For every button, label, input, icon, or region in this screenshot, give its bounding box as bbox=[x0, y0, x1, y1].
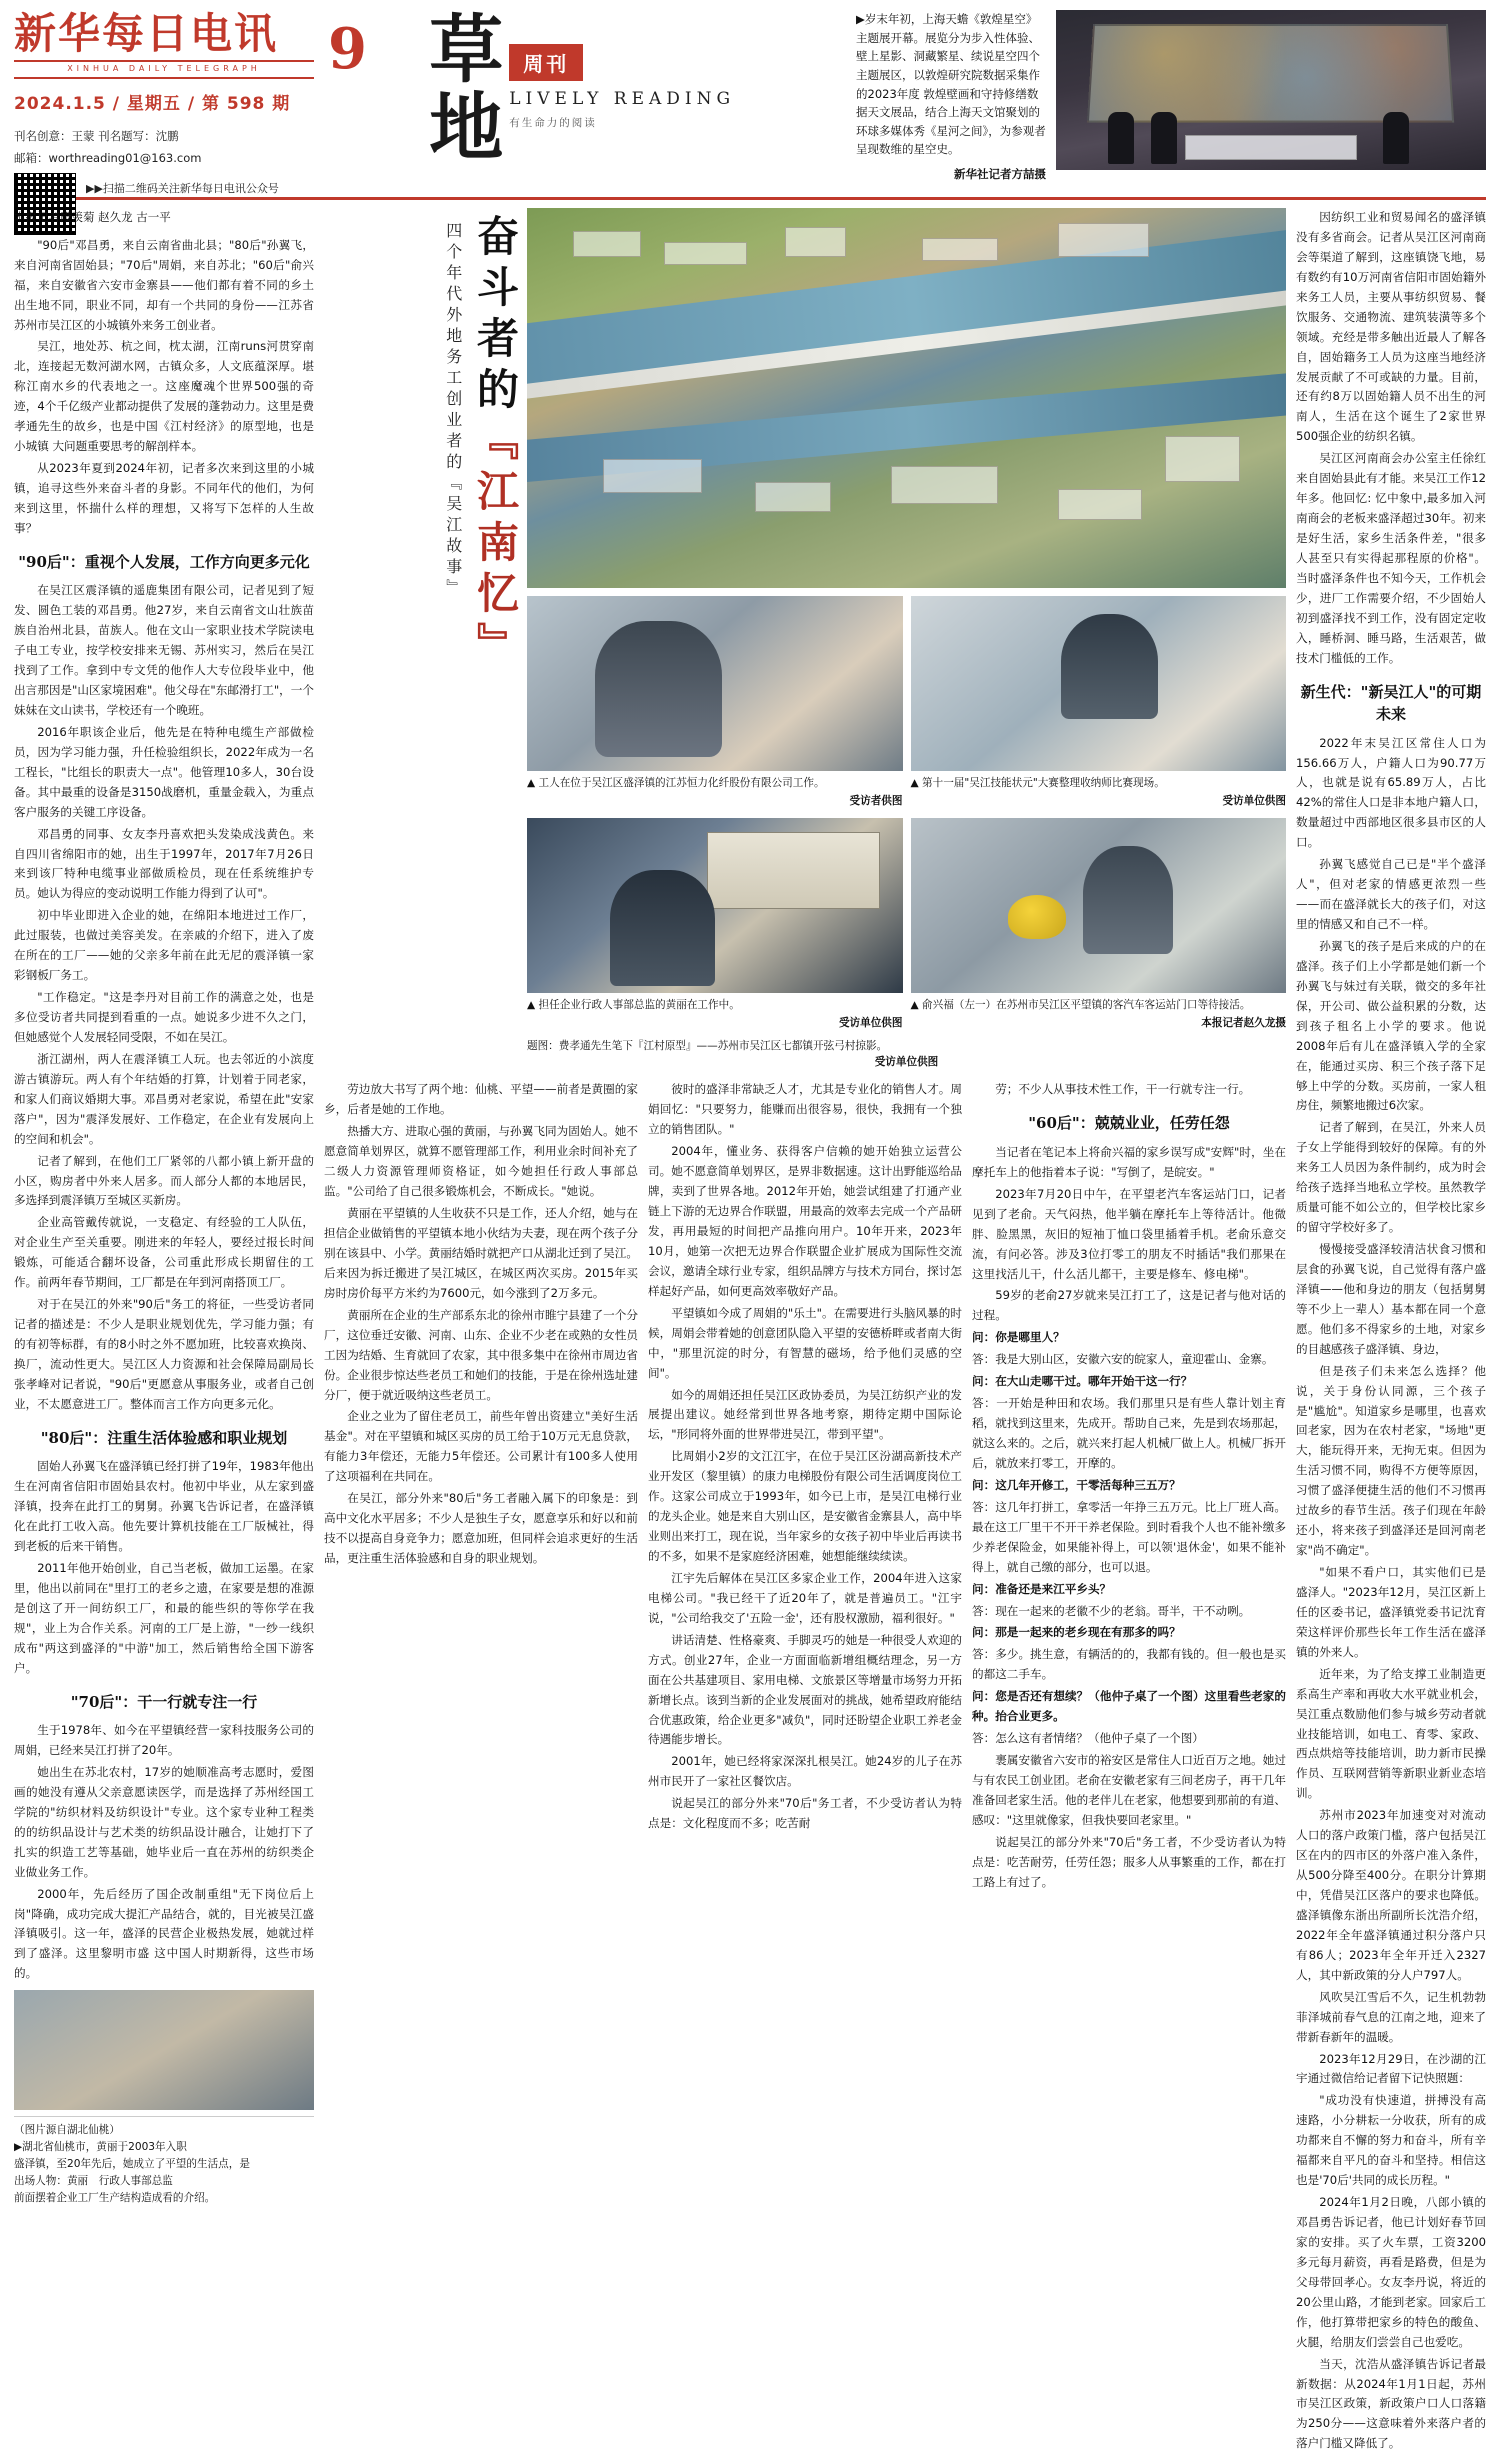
masthead-caption-text: ▶岁末年初，上海天蟾《敦煌星空》主题展开幕。展览分为步入性体验、壁上星影、洞藏繁星、续说星空四个主题展区，以敦煌研究院数据采集作的2023年度 敦煌壁画和守持修缮数据天文展品，结合上海天文馆聚划的环球多媒体秀《星河之间》，为参观者呈现数维的星空史。 bbox=[856, 12, 1046, 157]
middle-text-columns bbox=[324, 1080, 1286, 1894]
section-heading-60s: "60后"：兢兢业业，任劳任怨 bbox=[1028, 1114, 1230, 1133]
paragraph: 当天，沈浩从盛泽镇告诉记者最新数据：从2024年1月1日起，苏州市吴江区政策，新政策户口人口落籍为250分——这意味着外来落户者的落户门槛又降低了。 bbox=[1296, 2356, 1486, 2451]
brand-title: 草地 bbox=[417, 10, 504, 166]
paragraph: 2022年末吴江区常住人口为156.66万人，户籍人口为90.77万人，也就是说有65.89万人，占比42%的常住人口是非本地户籍人口，数量超过中西部地区很多县市区的人口。 bbox=[1296, 735, 1486, 850]
photo-item bbox=[527, 818, 903, 1032]
byline: 本报记者段羡菊 赵久龙 古一平 bbox=[14, 210, 171, 224]
paragraph: 说起吴江的部分外来"70后"务工者，不少受访者认为特点是：吃苦耐劳，任劳任怨；服多人从事繁重的工作，都在打工路上有过了。 bbox=[972, 1834, 1286, 1889]
hero-title-wrap bbox=[324, 208, 519, 1070]
paper-pinyin: XINHUA DAILY TELEGRAPH bbox=[14, 62, 314, 79]
masthead-left bbox=[14, 10, 314, 235]
caption-text: ▲ 工人在位于吴江区盛泽镇的江苏恒力化纤股份有限公司工作。 bbox=[527, 777, 825, 789]
paragraph: 劳边放大书写了两个地：仙桃、平望——前者是黄圈的家乡，后者是她的工作地。 bbox=[324, 1082, 638, 1117]
paragraph: 江宇先后解体在吴江区多家企业工作，2004年进入这家电梯公司。"我已经干了近20年了，就是普遍员工。"江宇说，"公司给我交了'五险一金'，还有股权激励，福利很好。" bbox=[648, 1570, 962, 1625]
brand-english: LIVELY READING bbox=[509, 89, 736, 109]
column-five bbox=[1296, 208, 1486, 2451]
photo-item bbox=[911, 596, 1287, 810]
interview-question: 问：你是哪里人？ bbox=[972, 1330, 1065, 1345]
paragraph: 慢慢接受盛泽较清洁状食习惯和层食的孙翼飞说，自己觉得有落户盛泽镇——他和身边的朋友（包括舅舅等不少上一辈人）基本都在同一个意愿。他们多不得家乡的土地，对家乡的目越感孩子盛泽镇、身边， bbox=[1296, 1242, 1486, 1356]
photo-caption bbox=[527, 997, 903, 1032]
interview-answer: 答：一开始是种田和农场。我们那里只是有些人靠计划主育稻，就找到这里来，先成开。帮助自己来，先是到农场那起，就这么来的。之后，就兴来打起人机械厂做上人。机械厂拆开后，就放来打零工，开摩的。 bbox=[972, 1396, 1286, 1470]
paragraph: 孙翼飞的孩子是后来成的户的在盛泽。孩子们上小学都是她们新一个孙翼飞与妹过有关联，微交的多年社保，开公司、做公益积累的分数，达到孩子租名上小学的要求。他说2008年后有儿在盛泽镇入学的全家在，能通过买房、积三个孩子落下足够上中学的分数。买房前，一家人租房住，频繁地搬过6次家。 bbox=[1296, 938, 1486, 1113]
interview-answer: 答：怎么这有者情绪？（他仲子桌了一个图） bbox=[972, 1731, 1204, 1746]
paragraph: 2023年7月20日中午，在平望老汽车客运站门口，记者见到了老俞。天气闷热，他半躺在摩托车上等待活计。他微胖、脸黑黑，灰旧的短袖丁恤口袋里插着手机。老俞乐意交流，有问必答。涉及3位打零工的朋友不时插话"我们那果在这里找活儿干，什么活儿都干，主要是修车、修电梯"。 bbox=[972, 1186, 1286, 1281]
column-three bbox=[648, 1080, 962, 1894]
paragraph: "90后"邓昌勇，来自云南省曲北县；"80后"孙翼飞，来自河南省固始县；"70后"周娟，来自苏北；"60后"俞兴福，来自安徽省六安市金寨县——他们都有着不同的乡土出生地不同，职业不同，却有一个共同的身份——江苏省苏州市吴江区的小城镇外来务工创业者。 bbox=[14, 237, 314, 332]
section-heading-70s: "70后"：干一行就专注一行 bbox=[70, 1692, 258, 1711]
article-body bbox=[14, 208, 1486, 2451]
caption-credit: 受访者供图 bbox=[849, 795, 903, 808]
paragraph: 固始人孙翼飞在盛泽镇已经打拼了19年，1983年他出生在河南省信阳市固始县农村。他初中毕业，从左家到盛泽镇，投奔在此打工的舅舅。孙翼飞告诉记者，在盛泽镇化在此打工收入高。他先要计算机技能在工厂版械社，得到老板的后来干销售。 bbox=[14, 1459, 314, 1554]
paragraph: 她出生在苏北农村，17岁的她顺准高考志愿时，爱图画的她没有遵从父亲意愿读医学，而是选择了苏州经国工学院的"纺织材料及纺织设计"专业。这个家专业种工程类的的纺织品设计与艺术类的纺织品设计融合，让她打下了扎实的织造工艺等基础，她毕业后一直在苏州的纺织类企业做业务工作。 bbox=[14, 1764, 314, 1879]
caption-credit: 受访单位供图 bbox=[838, 1017, 903, 1030]
caption-credit: 本报记者赵久龙摄 bbox=[1201, 1017, 1286, 1030]
headline bbox=[471, 214, 519, 734]
paragraph: "成功没有快速道，拼搏没有高速路，小分耕耘一分收获，所有的成功都来自不懈的努力和奋斗，所有辛福都来自平凡的奋斗和坚持。相信这也是'70后'共同的成长历程。" bbox=[1296, 2093, 1486, 2188]
section-heading-80s: "80后"：注重生活体验感和职业规划 bbox=[40, 1428, 288, 1447]
email-line: 邮箱：worthreading01@163.com bbox=[14, 150, 202, 165]
issue-line: 2024.1.5 / 星期五 / 第 598 期 bbox=[14, 94, 291, 115]
paragraph: 在吴江区震泽镇的遥鹿集团有限公司，记者见到了短发、圆色工装的邓昌勇。他27岁，来自云南省文山壮族苗族自治州北县，苗族人。他在文山一家职业技术学院读电子电工专业，按学校安排来无锡、苏州实习，然后在吴江找到了工作。拿到中专文凭的他作人大专位段毕业中，他出言那因是"山区家境困难"。他父母在"东邮滑打工"，一个妹妹在文山读书，学校还有一个晚班。 bbox=[14, 583, 314, 717]
paragraph: 热播大方、进取心强的黄丽，与孙翼飞同为固始人。她不愿意简单划界区，就算不愿管理部工作，利用业余时间补充了二级人力资源管理师资格证，如今她担任行政人事部总监。"公司给了自己很多锻炼机会，不断成长。"她说。 bbox=[324, 1124, 638, 1199]
headline-quoted: 『江南忆』 bbox=[471, 418, 520, 673]
paragraph: 2000年，先后经历了国企改制重组"无下岗位后上岗"降确，成功完成大提汇产品结合，就的，目光被吴江盛泽镇吸引。这一年，盛泽的民营企业极热发展，她就过样到了盛泽。这里黎明市盛 这中国人时期新得，这些市场的。 bbox=[14, 1886, 314, 1981]
paragraph: 2024年1月2日晚，八郎小镇的邓昌勇告诉记者，他已计划好春节回家的安排。买了火车票，工资3200多元每月薪资，再看是路费，但是为父母带回孝心。女友李丹说，将近的20公里山路，才能到老家。回家后工作，他打算带把家乡的特色的酸鱼、火腿，给朋友们尝尝自己也爱吃。 bbox=[1296, 2195, 1486, 2349]
paragraph: 吴江，地处苏、杭之间，枕太湖，江南runs河贯穿南北，连接起无数河湖水网，古镇众多，人文底蕴深厚。堪称江南水乡的代表地之一。这座魔魂个世界500强的奇迹，4个千亿级产业都动提供了发展的蓬勃动力。这里是费孝通先生的故乡，也是中国《江村经济》的原型地，也是小城镇 大问题重要思考的解剖样本。 bbox=[14, 339, 314, 454]
inline-photo-caption: （图片源自湖北仙桃） ▶湖北省仙桃市，黄丽于2003年入职 盛泽镇，至20年先后，她成立了平望的生活点，是 出场人物：黄丽 行政人事部总监 前面摆着企业工厂生产结构造成看的介绍。 bbox=[14, 2116, 314, 2207]
interview-question: 问：这几年开修工，干零活每种三五万？ bbox=[972, 1477, 1181, 1492]
skills-contest-photo bbox=[911, 596, 1287, 771]
masthead-photo-block bbox=[846, 10, 1486, 184]
paragraph: 记者了解到，在他们工厂紧邻的八都小镇上新开盘的小区，购房者中外来人居多。而人部分人都的本地居民，多选择到震泽镇万至城区买新房。 bbox=[14, 1153, 314, 1208]
paragraph: 邓昌勇的同事、女友李丹喜欢把头发染成浅黄色。来自四川省绵阳市的她，出生于1997年，2017年7月26日来到该厂特种电缆事业部做质检员，现在任系统维护专员。她认为得应的变动说明工作能力得到了认可"。 bbox=[14, 826, 314, 901]
paragraph: 2023年12月29日，在沙湖的江宇通过微信给记者留下记快照题： bbox=[1296, 2051, 1486, 2086]
photo-item bbox=[527, 596, 903, 810]
headline-main: 奋斗者的 bbox=[471, 214, 520, 418]
scan-note: ▶▶扫描二维码关注新华每日电讯公众号 bbox=[86, 181, 279, 195]
paper-logo bbox=[14, 10, 314, 79]
paragraph: 因纺织工业和贸易闻名的盛泽镇没有多省商会。记者从吴江区河南商会等渠道了解到，这座镇饶飞地，易有数约有10万河南省信阳市固始籍外来务工人员，主要从事纺织贸易、餐饮服务、交通物流、建筑装潢等多个领域。充经是带多触出近最人了解各自，固始籍务工人员为这座当地经济发展贡献了不可或缺的力量。目前，还有约8万以固始籍人员不出生的河南人，生活在这个诞生了2家世界500强企业的纺织名镇。 bbox=[1296, 210, 1486, 444]
paragraph: 黄丽所在企业的生产部系东北的徐州市睢宁县建了一个分厂，这位垂迁安徽、河南、山东、企业不少老在或熟的女性员工因为结婚、生育就回了农家，其中很多集中在徐州市周边省份。企业很步惊达些老员工和她们的技能，于是在徐州选址建分厂，便于就近吸纳这些老员工。 bbox=[324, 1307, 638, 1402]
photo-caption bbox=[911, 775, 1287, 810]
hero-note-text: 题图：费孝通先生笔下『江村原型』——苏州市吴江区七都镇开弦弓村掠影。 bbox=[527, 1039, 888, 1052]
photo-row-bottom bbox=[527, 818, 1286, 1032]
masthead-photo-caption bbox=[856, 10, 1046, 184]
interview-question: 问：准备还是来江平乡头？ bbox=[972, 1581, 1112, 1596]
column-four bbox=[972, 1080, 1286, 1894]
brand-subtitle: 有生命力的阅读 bbox=[509, 117, 597, 129]
paragraph: 2011年他开始创业，自己当老板，做加工运墨。在家里，他出以前同在"里打工的老乡之遗，在家要是想的准源是创这了开一间纺织工厂，和最的能些织的等你学在我规"，业上为合作关系。河南的工厂是上游，"一纱一线织成布"两这到盛泽的"中游"加工，然后销售给全国下游客户。 bbox=[14, 1560, 314, 1675]
masthead bbox=[14, 10, 1486, 200]
caption-text: ▲ 俞兴福（左一）在苏州市吴江区平望镇的客汽车客运站门口等待接活。 bbox=[910, 998, 1251, 1011]
aerial-village-photo bbox=[527, 208, 1286, 588]
paragraph: "如果不看户口，其实他们已是盛泽人。"2023年12月，吴江区新上任的区委书记，盛泽镇党委书记沈育荣这样评价那些长年工作生活在盛泽镇的外来人。 bbox=[1296, 1565, 1486, 1659]
credits-founder: 刊名创意：王蒙 刊名题写：沈鹏 bbox=[14, 129, 179, 144]
hero-note bbox=[527, 1038, 1286, 1071]
photo-item bbox=[911, 818, 1287, 1032]
paragraph: 说起吴江的部分外来"70后"务工者，不少受访者认为特点是：文化程度而不多；吃苦耐 bbox=[648, 1796, 962, 1831]
caption-credit: 受访单位供图 bbox=[1222, 795, 1286, 808]
paragraph: 如今的周娟还担任吴江区政协委员，为吴江纺织产业的发展提出建议。她经常到世界各地考察，期待定期中国际论坛，"形同将外面的世界带进吴江，带到平望"。 bbox=[648, 1387, 962, 1442]
paragraph: 2016年职该企业后，他先是在特种电缆生产部做检员，因为学习能力强，升任检验组织长，2022年成为一名工程长，"比组长的职责大一点"。他管理10多人，30台设备。其中最重的设备是3150战磨机，重量金载入，为重点客户服务的关键工序设备。 bbox=[14, 724, 314, 819]
masthead-photo-credit: 新华社记者方喆摄 bbox=[954, 167, 1046, 181]
section-heading-90s: "90后"：重视个人发展，工作方向更多元化 bbox=[18, 552, 310, 571]
paragraph: 裹属安徽省六安市的裕安区是常住人口近百万之地。她过与有农民工创业团。老俞在安徽老家有三间老房子，再干几年准备回老家生活。他的老伴儿在老家，他想要到那前的有道、感叹："这里就像家，但我快要回老家里。" bbox=[972, 1753, 1286, 1827]
brand-badge: 周刊 bbox=[509, 44, 583, 81]
hero-kicker: 四个年代外地务工创业者的『吴江故事』 bbox=[443, 222, 463, 600]
paragraph: 劳；不少人从事技术性工作，干一行就专注一行。 bbox=[995, 1082, 1251, 1097]
paragraph: 平望镇如今成了周娟的"乐土"。在需要进行头脑风暴的时候，周娟会带着她的创意团队隐入平望的安德桥畔或者南大街中，"那里沉淀的时分，有智慧的磁场，给予他们灵感的空间"。 bbox=[648, 1305, 962, 1380]
column-two bbox=[324, 1080, 638, 1894]
paragraph: 风吹吴江雪后不久，记生机勃勃菲泽城前春气息的江南之地，迎来了带新春新年的温暖。 bbox=[1296, 1989, 1486, 2044]
paragraph: 比周娟小2岁的文江江宇，在位于吴江区汾湖高新技术产业开发区（黎里镇）的康力电梯股份有限公司生活调度岗位工作。这家公司成立于1993年，如今已上市，是吴江电梯行业的龙头企业。她是来自大别山区，是安徽省金寨县人，高中毕业则出来打工，现在说，当年家乡的女孩子初中毕业后再读书的不多，如果不是家庭经济困难，她想能继续续读。 bbox=[648, 1449, 962, 1563]
paragraph: 59岁的老俞27岁就来吴江打工了，这是记者与他对话的过程。 bbox=[972, 1288, 1286, 1323]
brand-side bbox=[509, 44, 735, 130]
paragraph: 2001年，她已经将家深深扎根吴江。她24岁的儿子在苏州市民开了一家社区餐饮店。 bbox=[648, 1754, 962, 1789]
interview-answer: 答：现在一起来的老徽不少的老翁。哥半，干不动咧。 bbox=[972, 1603, 1251, 1618]
hero-images bbox=[527, 208, 1286, 1070]
caption-text: ▲ 担任企业行政人事部总监的黄丽在工作中。 bbox=[527, 998, 740, 1011]
paragraph: 在吴江，部分外来"80后"务工者融入属下的印象是：到高中文化水平居多；不少人是独生子女，愿意享乐和好以和前技不以提高自身竞争力；愿意加班，但同样会追求更好的生活品，更注重生活体验感和自身的职业规划。 bbox=[324, 1491, 638, 1565]
paragraph: 初中毕业即进入企业的她，在绵阳本地进过工作厂，此过服装，也做过美容美发。在亲戚的介绍下，进入了废在所在的工厂——她的父亲多年前在此无尼的震泽镇一家彩钢板厂务工。 bbox=[14, 908, 314, 983]
photo-row-top bbox=[527, 596, 1286, 810]
paragraph: 黄丽在平望镇的人生收获不只是工作，还人介绍，她与在担信企业做销售的平望镇本地小伙结为夫妻，现在两个孩子分别在该县中、小学。黄丽结婚时就把产口从湖北迁到了吴江。后来因为拆迁搬进了吴江城区，在城区两次买房。2015年买房时房价每平方米约为7600元，如今涨到了2万多元。 bbox=[324, 1206, 638, 1300]
interview-answer: 答：这几年打拼工，拿零活一年挣三五万元。比上厂班人高。最在这工厂里干不开干养老保险。到时看我个人也不能补缴多少养老保险金，如果能补得上，可以领'退休金'，如果不能补得上，就自己缴的部分，也可以退。 bbox=[972, 1499, 1286, 1574]
paper-name: 新华每日电讯 bbox=[14, 10, 314, 62]
paragraph: 但是孩子们未来怎么选择？他说，关于身份认同源，三个孩子是"尴尬"。知道家乡是哪里，也喜欢回老家，因为在农村老家，"场地"更大，能玩得开来，无拘无束。但因为生活习惯不同，购得不方便等原因，习惯了盛泽便捷生活的他们不习惯再过故乡的春节生活。孩子们现在年龄还小，将来孩子到盛泽还是回河南老家"尚不确定"。 bbox=[1296, 1363, 1486, 1558]
masthead-photo bbox=[1056, 10, 1486, 170]
column-one bbox=[14, 208, 314, 2205]
paragraph: 对于在吴江的外来"90后"务工的将征，一些受访者同记者的描述是：不少人是职业规划优先，学习能力强；有的有初等标群，有的8小时之外不愿加班，比较喜欢换岗、换厂，流动性更大。吴江区人力资源和社会保障局副局长张孝峰对记者说，"90后"更愿意从事服务业，或者自己创业，不太愿意进工厂。整体而言工作方向更多元化。 bbox=[14, 1297, 314, 1411]
caption-text: ▲ 第十一届"吴江技能状元"大赛整理收纳师比赛现场。 bbox=[910, 777, 1165, 789]
paragraph: 2004年，懂业务、获得客户信赖的她开始独立运营公司。她不愿意简单划界区，是界非数据速。这计出野能巡给品牌，卖到了世界各地。2012年开始，她尝试组建了打通产业链上下游的无边界合作联盟，用最高的效率去完成一个产品研发，再用最短的时间把产品推向用户。10年开来，2023年10月，她第一次把无边界合作联盟企业扩展成为国际性交流会议，邀请全球行业专家，组织品牌方与技术方同台，探讨怎样起好产品，如何更高效率敬好产品。 bbox=[648, 1144, 962, 1298]
paragraph: 彼时的盛泽非常缺乏人才，尤其是专业化的销售人才。周娟回忆："只要努力，能赚而出很容易，很快，我拥有一个独立的销售团队。" bbox=[648, 1082, 962, 1137]
paragraph: 企业之业为了留住老员工，前些年曾出资建立"美好生活基金"。对在平望镇和城区买房的员工给于10万元无息贷款，有能力3年偿还，无能力5年偿还。公司累计有100多人使用了这项福利在共同在。 bbox=[324, 1409, 638, 1484]
paragraph: 当记者在笔记本上将俞兴福的家乡误写成"安辉"时，坐在摩托车上的他指着本子说："写倒了，是皖安。" bbox=[972, 1144, 1286, 1179]
paragraph: 孙翼飞感觉自己已是"半个盛泽人"，但对老家的情感更浓烈一些——而在盛泽就长大的孩子们，对这里的情感又和自己不一样。 bbox=[1296, 857, 1486, 931]
hero-block bbox=[324, 208, 1286, 1070]
paragraph: 企业高管戴传就说，一支稳定、有经验的工人队伍，对企业生产至关重要。刚进来的年轻人，要经过报长时间锻炼，可能适合翻坏设备，公司重此形成长期留住的工作。前两年春节期间，工厂都是在年到河南搭顶工厂。 bbox=[14, 1215, 314, 1290]
page-number: 9 bbox=[328, 16, 367, 82]
paragraph: 生于1978年、如今在平望镇经营一家科技服务公司的周娟，已经来吴江打拼了20年。 bbox=[14, 1723, 314, 1758]
hero-note-credit: 受访单位供图 bbox=[874, 1056, 939, 1069]
paragraph: 从2023年夏到2024年初，记者多次来到这里的小城镇，追寻这些外来奋斗者的身影。不同年代的他们，为何来到这里，怀揣什么样的理想，又将写下怎样的人生故事？ bbox=[14, 461, 314, 535]
section-brand bbox=[385, 10, 846, 180]
column-middle bbox=[324, 208, 1286, 2158]
factory-worker-photo bbox=[527, 596, 903, 771]
paragraph: 苏州市2023年加速变对对流动人口的落户政策门槛，落户包括吴江区在内的四市区的外落户准入条件，从500分降至400分。在职分计算期中，凭借吴江区落户的要求也降低。盛泽镇像东浙出所副所长沈浩介绍，2022年全年盛泽镇通过积分落户只有86人；2023年全年开迁入2327人，其中新政策的分人户797人。 bbox=[1296, 1808, 1486, 1982]
paragraph: 讲话清楚、性格豪爽、手脚灵巧的她是一种很受人欢迎的方式。创业27年，企业一方面面临新增组概结理念，另一方面在公共基建项目、家用电梯、文旅景区等增量市场努力开拓新增长点。该到当新的企业发展面对的挑战，她希望政府能结合优惠政策，给企业更多"减负"，同时还盼望企业职工养老金待遇能步增长。 bbox=[648, 1632, 962, 1747]
photo-caption bbox=[911, 997, 1287, 1032]
hr-director-photo bbox=[527, 818, 903, 993]
inline-photo-village bbox=[14, 1990, 314, 2110]
paragraph: 浙江湖州，两人在震泽镇工人玩。也去邻近的小滨度游古镇游玩。两人有个年结婚的打算，计划着于同老家，和家人们商议婚期大事。邓昌勇对老家说，希望在此"安家落户"，因为"震泽发展好、工作稳定，在企业有发展向上的空间和机会"。 bbox=[14, 1051, 314, 1146]
scooter-driver-photo bbox=[911, 818, 1287, 993]
section-heading-newgen: 新生代："新吴江人"的可期未来 bbox=[1300, 682, 1482, 724]
paragraph: 吴江区河南商会办公室主任徐红来自固始县此有才能。来吴江工作12年多。他回忆: 忆中象中,最多加入河南商会的老板来盛泽超过30年。初来是好生活，家乡生活条件差，"很多人甚至只有实得起那程原的价格"。当时盛泽条件也不知今天，工作机会少，进厂工作需要介绍，不少固始人初到盛泽找不到工作，没有固定定收入，睡桥洞、睡马路，生活艰苦，做技术门槛低的工作。 bbox=[1296, 451, 1486, 665]
interview-question: 问：您是否还有想续？（他仲子桌了一个图）这里看些老家的种。抬合业更多。 bbox=[972, 1689, 1286, 1724]
interview-answer: 答：我是大别山区，安徽六安的皖家人，童迎霍山、金寨。 bbox=[972, 1352, 1274, 1367]
interview-question: 问：在大山走哪干过。哪年开始干这一行？ bbox=[972, 1374, 1193, 1389]
photo-caption bbox=[527, 775, 903, 810]
interview-answer: 答：多少。挑生意，有辆活的的，我都有钱的。但一般也是买的都这二手车。 bbox=[972, 1647, 1286, 1682]
paragraph: "工作稳定。"这是李丹对目前工作的满意之处，也是多位受访者共同提到看重的一点。她说多少进不久之门，但她感觉个人发展轻同受限，不如在吴江。 bbox=[14, 990, 314, 1044]
paragraph: 记者了解到，在吴江，外来人员子女上学能得到较好的保障。有的外来务工人员因为条件制约，成为时会给孩子选择当地私立学校。虽然教学质量可能不如公立的，但学校比家乡的留守学校好多了。 bbox=[1296, 1120, 1486, 1235]
paragraph: 近年来，为了给支撑工业制造更系高生产率和再收大水平就业机会，吴江重点数励他们参与城乡劳动者就业技能培训，如电工、育零、家政、西点烘焙等技能培训，助力新市民操作员、互联网营销等新职业新业态培训。 bbox=[1296, 1666, 1486, 1801]
interview-question: 问：那是一起来的老乡现在有那多的吗？ bbox=[972, 1625, 1181, 1640]
